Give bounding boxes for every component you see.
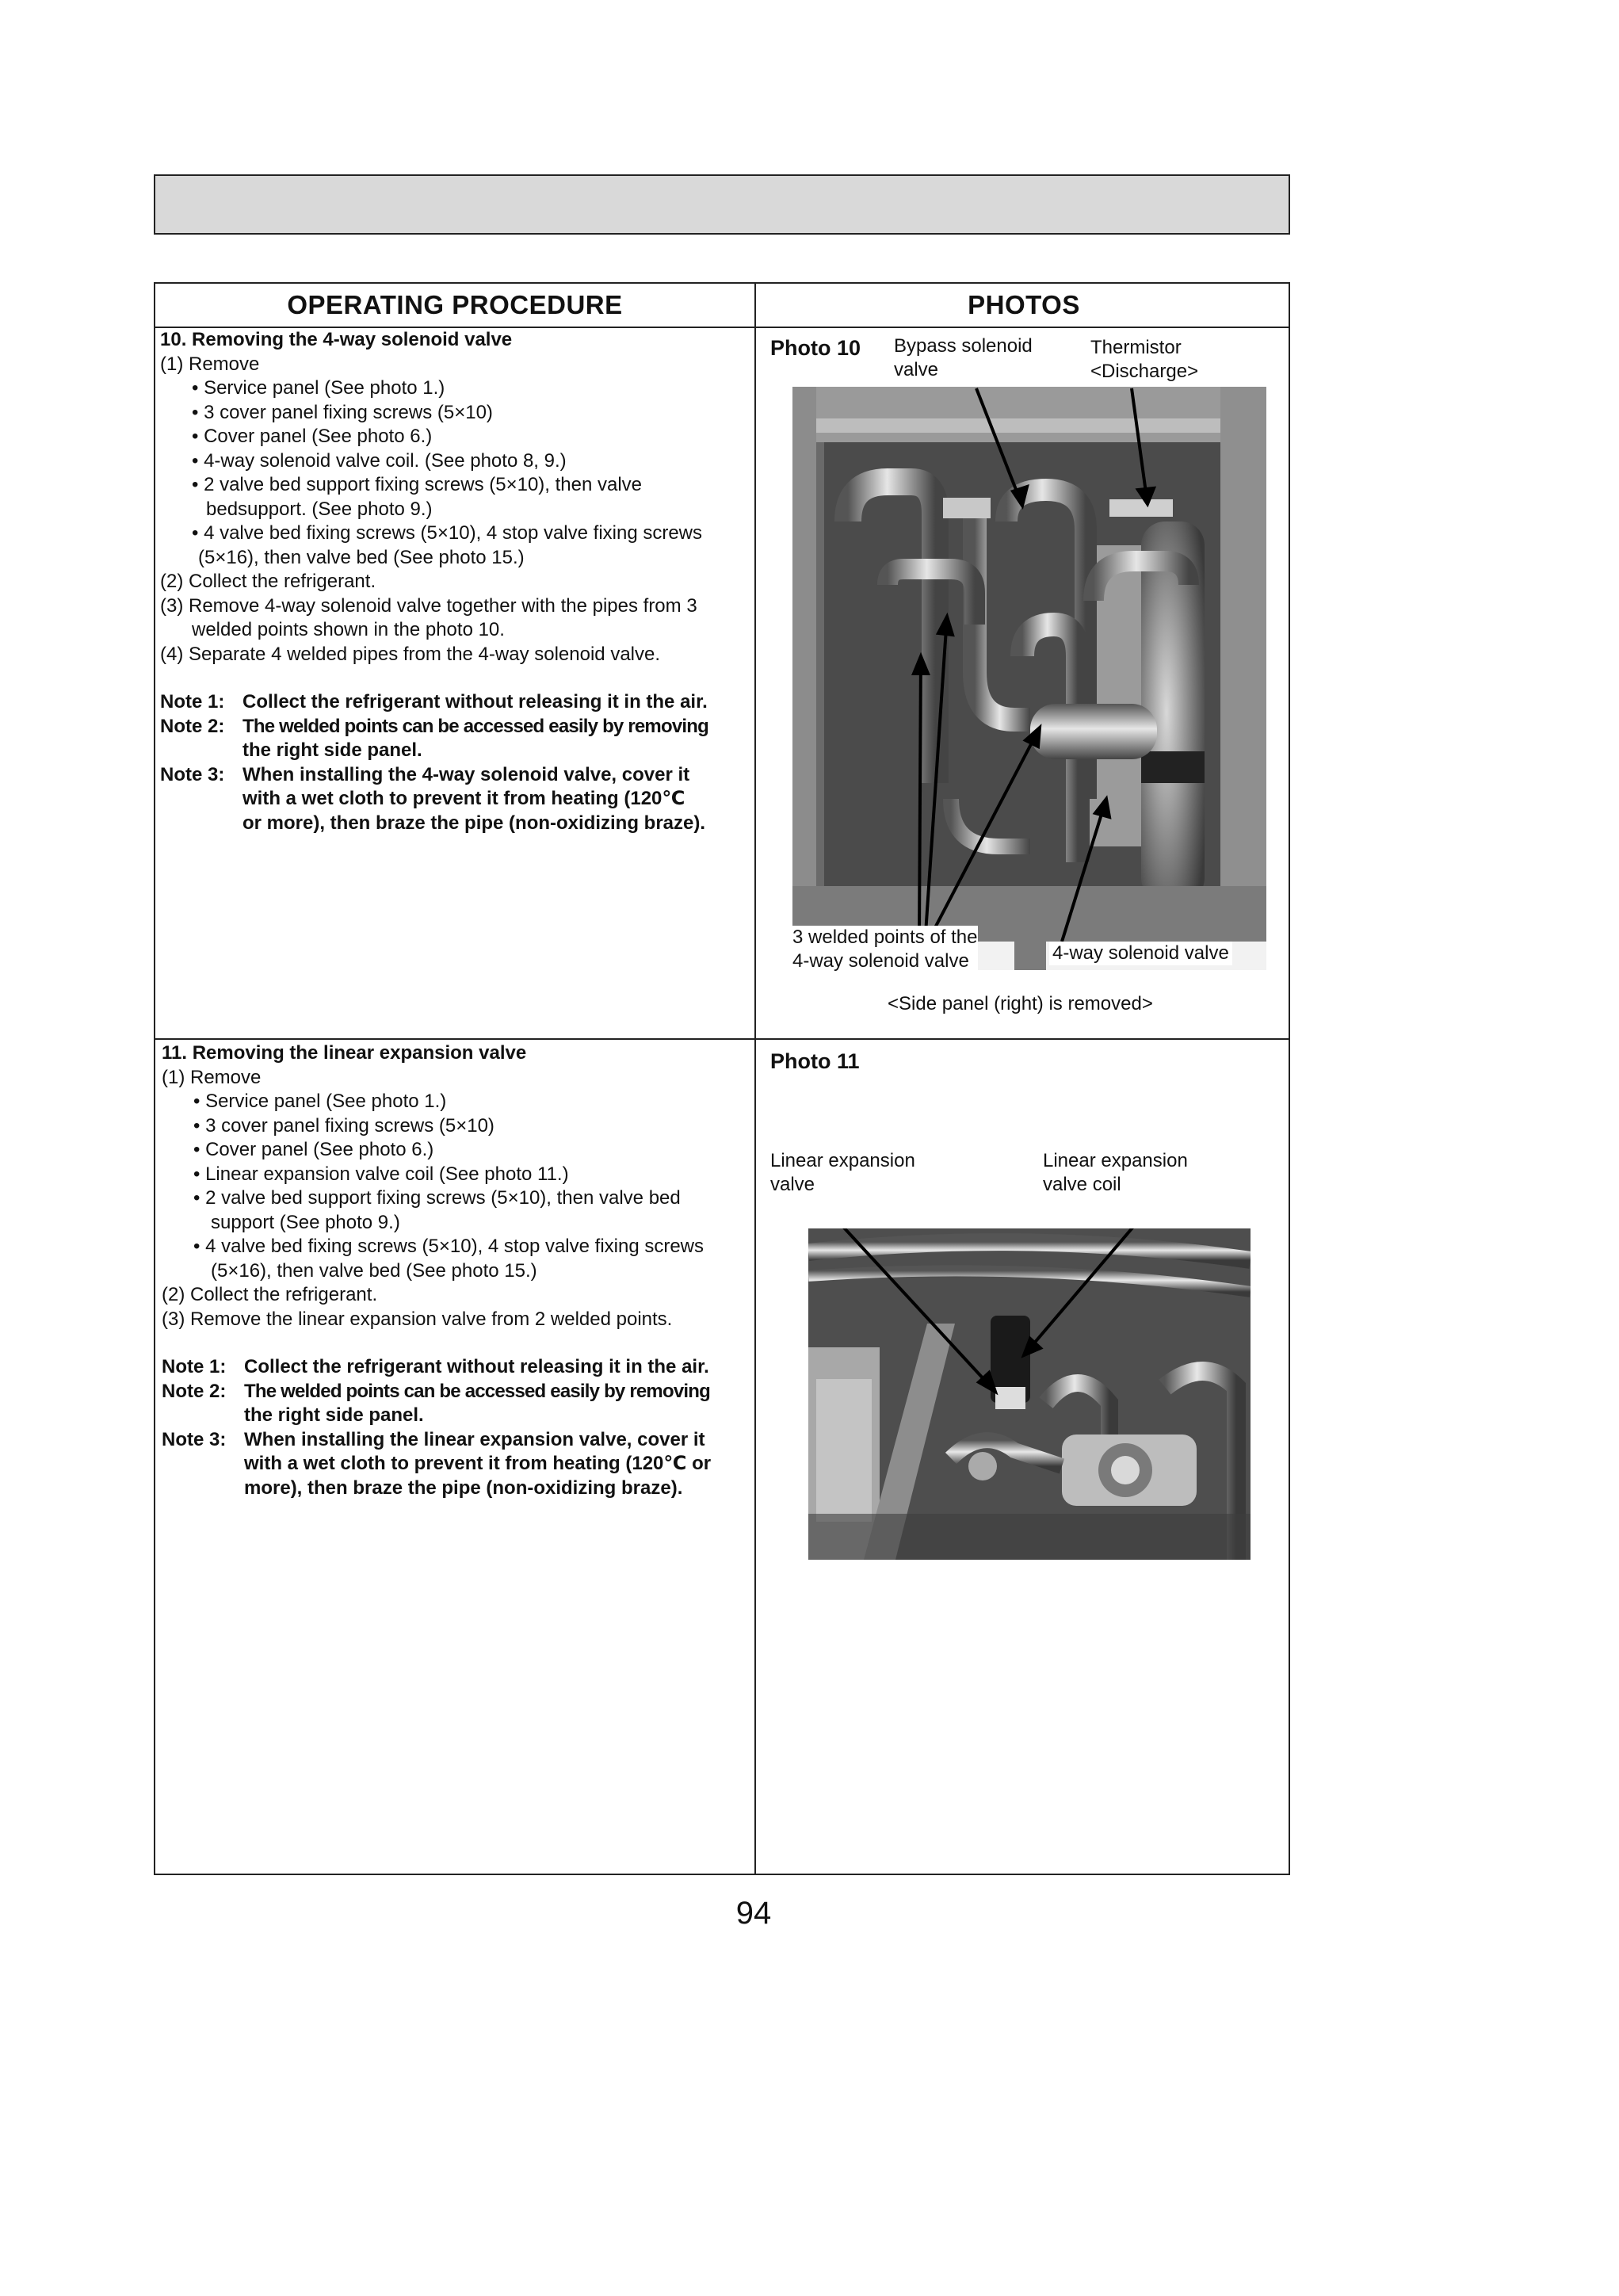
bypass-valve-label: Bypass solenoid valve — [894, 335, 1033, 380]
note-2: Note 2: The welded points can be accessed easily by removing — [160, 715, 708, 737]
note-3: Note 3: When installing the linear expansion valve, cover it — [162, 1428, 705, 1450]
photo-10-caption: <Side panel (right) is removed> — [888, 993, 1153, 1014]
section-11-procedure — [162, 1041, 711, 1500]
photo-10-label: Photo 10 — [770, 336, 861, 360]
section-10-title: 10. Removing the 4-way solenoid valve — [160, 329, 513, 350]
list-item: • Service panel (See photo 1.) — [193, 1091, 447, 1112]
section-divider — [155, 1038, 1289, 1040]
list-item: • 4 valve bed fixing screws (5×10), 4 stop valve fixing screws — [193, 1236, 704, 1257]
list-item: • Linear expansion valve coil (See photo 11.) — [193, 1163, 569, 1185]
note-3: Note 3: When installing the 4-way solenoid valve, cover it — [160, 763, 690, 785]
list-item: (5×16), then valve bed (See photo 15.) — [198, 546, 525, 568]
step: (3) Remove 4-way solenoid valve together with the pipes from 3 — [160, 594, 697, 617]
step: (2) Collect the refrigerant. — [162, 1284, 378, 1305]
note-1: Note 1: Collect the refrigerant without releasing it in the air. — [162, 1356, 709, 1377]
note-3-cont: or more), then braze the pipe (non-oxidizing braze). — [242, 812, 706, 834]
linear-expansion-valve-coil-label: Linear expansion valve coil — [1043, 1150, 1188, 1195]
photo-11-label: Photo 11 — [770, 1049, 860, 1073]
procedure-table — [154, 282, 1290, 1875]
step: welded points shown in the photo 10. — [192, 619, 505, 640]
list-item: • 3 cover panel fixing screws (5×10) — [192, 401, 493, 423]
list-item: • Cover panel (See photo 6.) — [192, 426, 433, 447]
list-item: • Cover panel (See photo 6.) — [193, 1139, 434, 1160]
list-item: • Service panel (See photo 1.) — [192, 377, 445, 399]
list-item: bedsupport. (See photo 9.) — [206, 498, 433, 520]
list-item: support (See photo 9.) — [211, 1211, 400, 1233]
list-item: • 3 cover panel fixing screws (5×10) — [193, 1114, 494, 1137]
section-11-title: 11. Removing the linear expansion valve — [162, 1042, 527, 1064]
four-way-valve-label: 4-way solenoid valve — [1049, 942, 1232, 965]
list-item: • 4-way solenoid valve coil. (See photo 8, 9.) — [192, 449, 567, 472]
note-3-cont: more), then braze the pipe (non-oxidizing braze). — [244, 1477, 683, 1499]
column-divider — [754, 284, 756, 1874]
header-bar — [154, 174, 1290, 235]
list-item: • 4 valve bed fixing screws (5×10), 4 stop valve fixing screws — [192, 522, 703, 544]
step: (2) Collect the refrigerant. — [160, 571, 376, 592]
note-2: Note 2: The welded points can be accessed easily by removing — [162, 1380, 710, 1402]
note-2-cont: the right side panel. — [244, 1404, 424, 1426]
photos-header: PHOTOS — [968, 290, 1080, 319]
photo-11-image — [808, 1228, 1251, 1560]
thermistor-label: Thermistor <Discharge> — [1090, 337, 1199, 382]
note-1: Note 1: Collect the refrigerant without releasing it in the air. — [160, 691, 708, 712]
step: (4) Separate 4 welded pipes from the 4-way solenoid valve. — [160, 643, 661, 665]
note-2-cont: the right side panel. — [242, 739, 422, 761]
note-3-cont: with a wet cloth to prevent it from heating (120℃ or — [244, 1453, 712, 1474]
step: (1) Remove — [160, 353, 260, 375]
list-item: • 2 valve bed support fixing screws (5×10), then valve — [192, 474, 643, 495]
list-item: (5×16), then valve bed (See photo 15.) — [211, 1259, 537, 1282]
section-10-procedure — [160, 328, 708, 835]
step: (3) Remove the linear expansion valve from 2 welded points. — [162, 1308, 673, 1330]
note-3-cont: with a wet cloth to prevent it from heating (120℃ — [242, 788, 685, 809]
welded-points-label: 3 welded points of the 4-way solenoid valve — [792, 926, 978, 972]
list-item: • 2 valve bed support fixing screws (5×10), then valve bed — [193, 1187, 681, 1209]
procedure-header: OPERATING PROCEDURE — [287, 290, 623, 319]
step: (1) Remove — [162, 1066, 262, 1088]
photo-10-image — [792, 387, 1266, 970]
linear-expansion-valve-label: Linear expansion valve — [770, 1150, 915, 1195]
page-number: 94 — [735, 1896, 772, 1931]
